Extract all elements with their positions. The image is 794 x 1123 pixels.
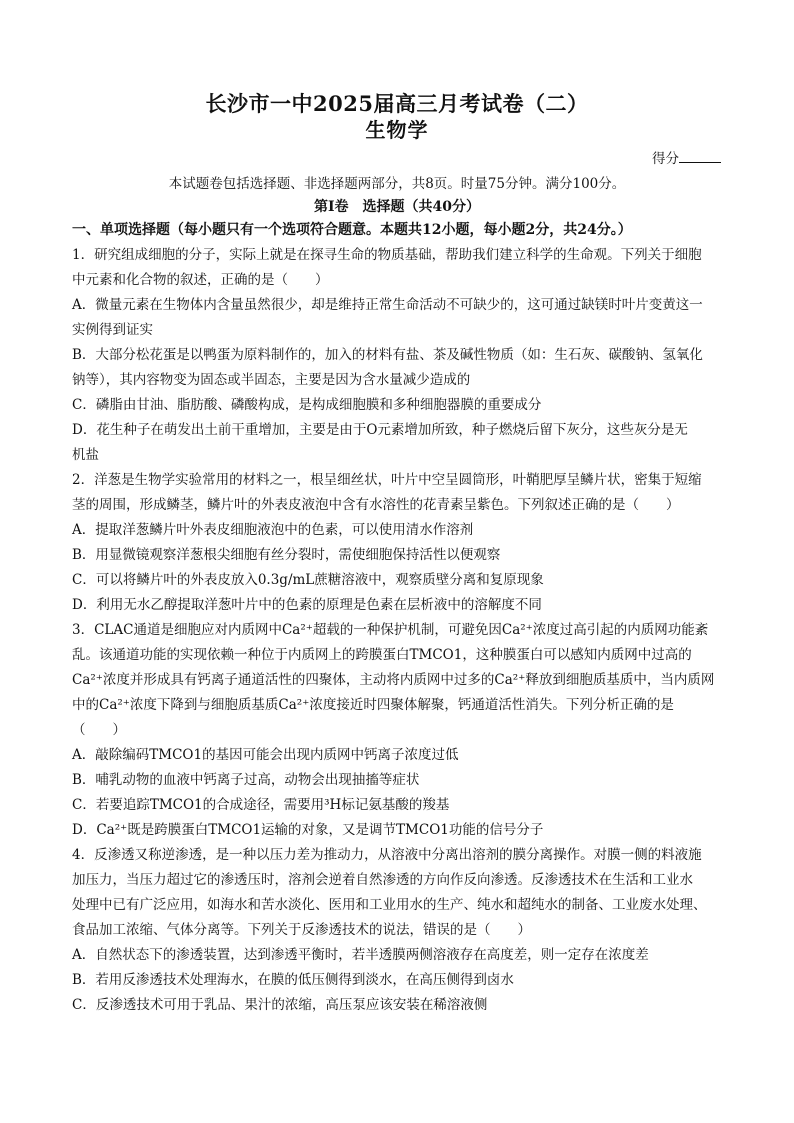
option-c: C．磷脂由甘油、脂肪酸、磷酸构成，是构成细胞膜和多种细胞器膜的重要成分 [72, 397, 542, 413]
question-4 [72, 843, 734, 1018]
question-stem-line: 2．洋葱是生物学实验常用的材料之一，根呈细丝状，叶片中空呈圆筒形，叶鞘肥厚呈鳞片状，密集于短缩 [72, 472, 702, 488]
question-stem-line: 中的Ca²⁺浓度下降到与细胞质基质Ca²⁺浓度接近时四聚体解聚，钙通道活性消失。下列分析正确的是 [72, 697, 674, 713]
option-c: C．反渗透技术可用于乳品、果汁的浓缩，高压泵应该安装在稀溶液侧 [72, 997, 488, 1013]
option-a: A．自然状态下的渗透装置，达到渗透平衡时，若半透膜两侧溶液存在高度差，则一定存在浓度差 [72, 947, 649, 963]
exam-title: 长沙市一中2025届高三月考试卷（二） [205, 91, 589, 116]
option-a: A．微量元素在生物体内含量虽然很少，却是维持正常生命活动不可缺少的，这可通过缺镁时叶片变黄这一 [72, 297, 703, 313]
question-3 [72, 618, 734, 843]
option-b: B．若用反渗透技术处理海水，在膜的低压侧得到淡水，在高压侧得到卤水 [72, 972, 514, 988]
option-c: C．若要追踪TMCO1的合成途径，需要用³H标记氨基酸的羧基 [72, 797, 450, 813]
option-b: B．用显微镜观察洋葱根尖细胞有丝分裂时，需使细胞保持活性以便观察 [72, 547, 501, 563]
score-field [652, 147, 721, 167]
score-label: 得分 [652, 151, 679, 167]
question-stem-line: Ca²⁺浓度并形成具有钙离子通道活性的四聚体，主动将内质网中过多的Ca²⁺释放到细胞质基质中，当内质网 [72, 672, 715, 688]
option-d: D．Ca²⁺既是跨膜蛋白TMCO1运输的对象，又是调节TMCO1功能的信号分子 [72, 822, 544, 838]
question-stem-line: 4．反渗透又称逆渗透，是一种以压力差为推动力，从溶液中分离出溶剂的膜分离操作。对膜一侧的料液施 [72, 847, 702, 863]
option-c: C．可以将鳞片叶的外表皮放入0.3g/mL蔗糖溶液中，观察质壁分离和复原现象 [72, 572, 544, 588]
question-stem-line: 1．研究组成细胞的分子，实际上就是在探寻生命的物质基础，帮助我们建立科学的生命观。下列关于细胞 [72, 247, 702, 263]
option-d: D．花生种子在萌发出土前干重增加，主要是由于O元素增加所致，种子燃烧后留下灰分，这些灰分是无 [72, 422, 688, 438]
option-a: A．敲除编码TMCO1的基因可能会出现内质网中钙离子浓度过低 [72, 747, 459, 763]
question-2 [72, 468, 734, 618]
question-stem-line: （ ） [72, 722, 126, 738]
question-stem-line: 食品加工浓缩、气体分离等。下列关于反渗透技术的说法，错误的是（ ） [72, 922, 531, 938]
question-stem-line: 加压力，当压力超过它的渗透压时，溶剂会逆着自然渗透的方向作反向渗透。反渗透技术在生活和工业水 [72, 872, 693, 888]
exam-content [72, 218, 734, 1018]
option-b: B．大部分松花蛋是以鸭蛋为原料制作的，加入的材料有盐、茶及碱性物质（如：生石灰、碳酸钠、氢氧化 [72, 347, 703, 363]
option-b: B．哺乳动物的血液中钙离子过高，动物会出现抽搐等症状 [72, 772, 420, 788]
section-title: 一、单项选择题（每小题只有一个选项符合题意。本题共12小题，每小题2分，共24分。） [72, 222, 632, 238]
option-b-cont: 钠等），其内容物变为固态或半固态，主要是因为含水量减少造成的 [72, 372, 471, 388]
option-d: D．利用无水乙醇提取洋葱叶片中的色素的原理是色素在层析液中的溶解度不同 [72, 597, 542, 613]
question-stem-line: 乱。该通道功能的实现依赖一种位于内质网上的跨膜蛋白TMCO1，这种膜蛋白可以感知内质网中过高的 [72, 647, 692, 663]
question-stem-line: 3．CLAC通道是细胞应对内质网中Ca²⁺超载的一种保护机制，可避免因Ca²⁺浓度过高引起的内质网功能紊 [72, 622, 709, 638]
question-stem-line: 处理中已有广泛应用，如海水和苦水淡化、医用和工业用水的生产、纯水和超纯水的制备、工业废水处理、 [72, 897, 707, 913]
subject-title: 生物学 [365, 118, 429, 142]
part-title: 第Ⅰ卷 选择题（共40分） [313, 199, 481, 215]
question-stem-line: 中元素和化合物的叙述，正确的是（ ） [72, 272, 329, 288]
score-blank [679, 150, 721, 163]
option-a: A．提取洋葱鳞片叶外表皮细胞液泡中的色素，可以使用清水作溶剂 [72, 522, 474, 538]
question-stem-line: 茎的周围，形成鳞茎，鳞片叶的外表皮液泡中含有水溶性的花青素呈紫色。下列叙述正确的是（ ） [72, 497, 680, 513]
exam-intro: 本试题卷包括选择题、非选择题两部分，共8页。时量75分钟。满分100分。 [168, 176, 626, 192]
option-a-cont: 实例得到证实 [72, 322, 153, 338]
question-1 [72, 243, 734, 468]
option-d-cont: 机盐 [72, 447, 99, 463]
